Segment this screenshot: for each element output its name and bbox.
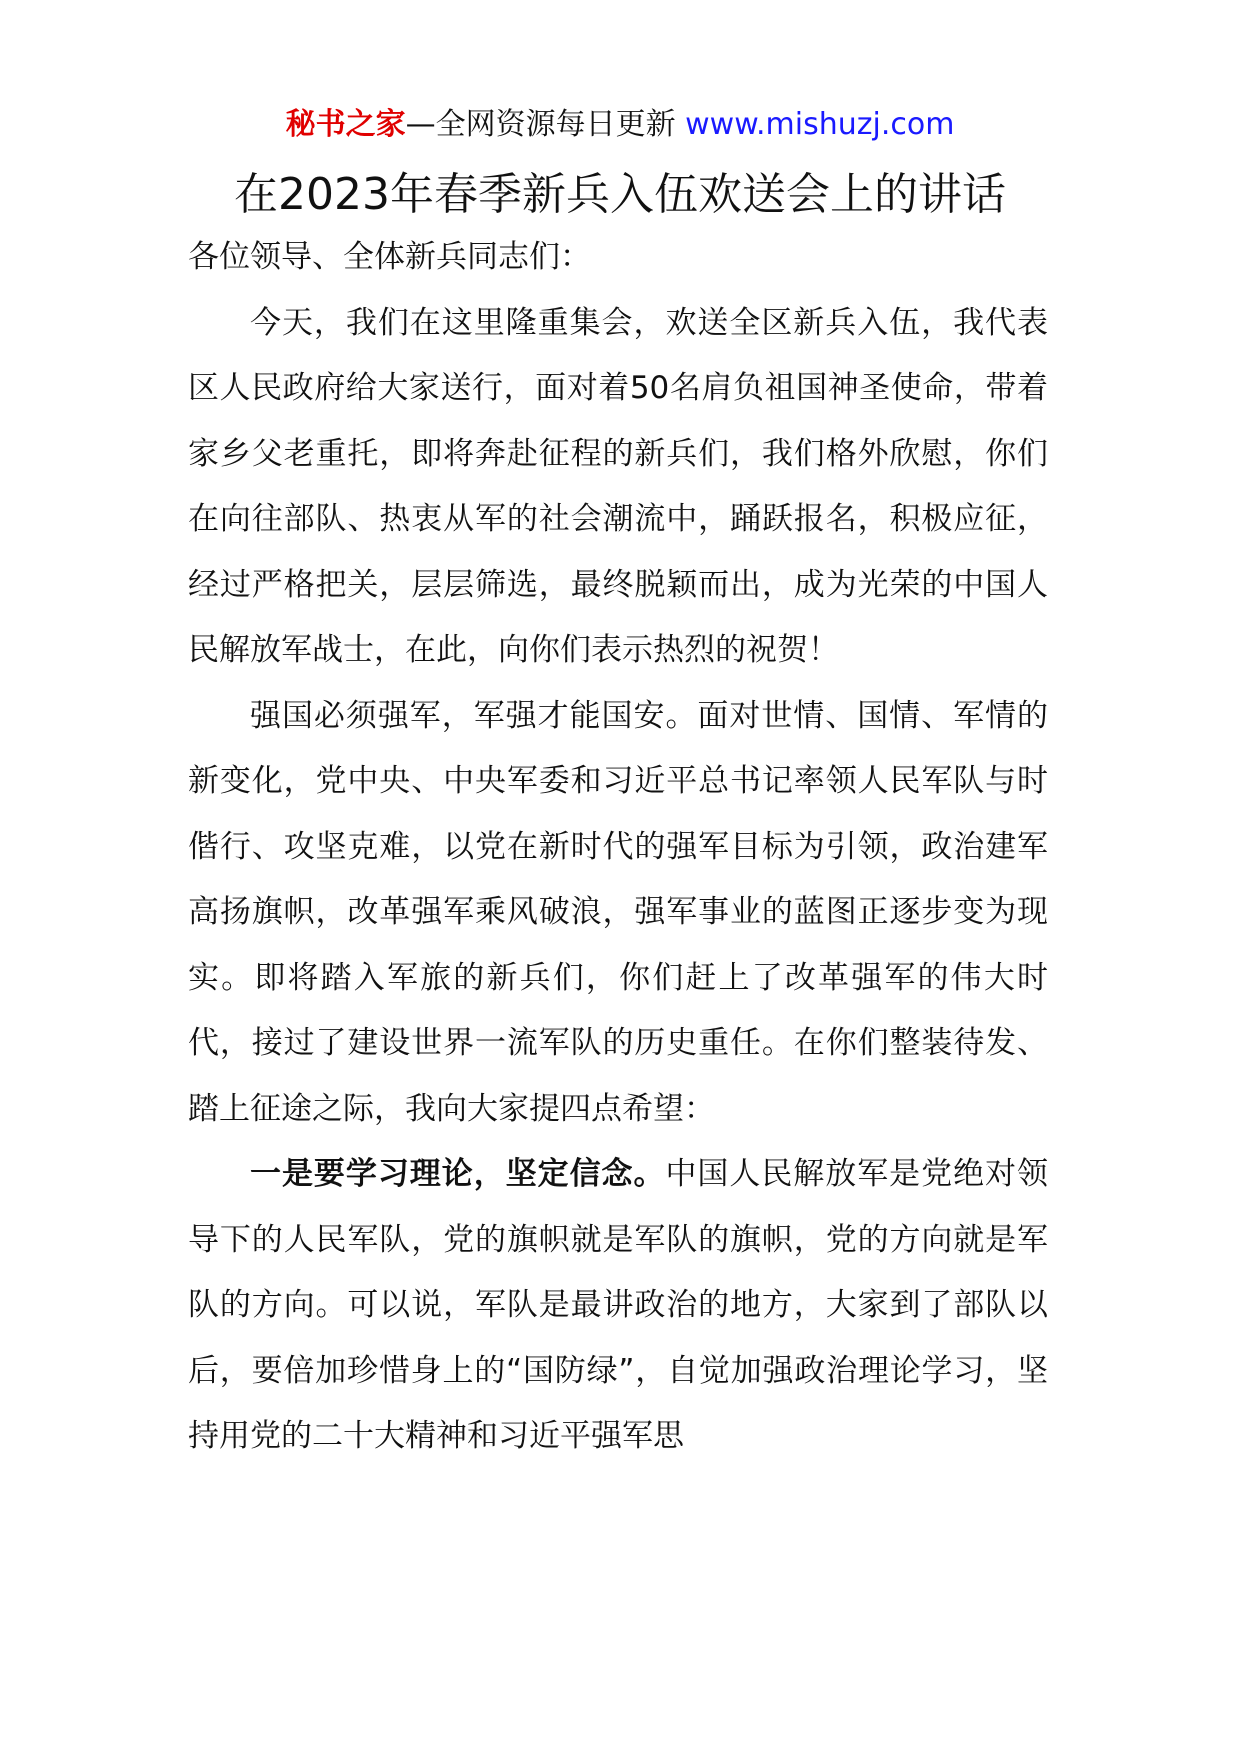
site-header — [0, 100, 1240, 150]
document-body — [188, 225, 1048, 1470]
document-title: 在2023年春季新兵入伍欢送会上的讲话 — [234, 169, 1006, 220]
site-url-link[interactable]: www.mishuzj.com — [685, 107, 955, 142]
point-1-heading: 一是要学习理论，坚定信念。 — [250, 1156, 666, 1192]
site-brand: 秘书之家 — [285, 107, 406, 142]
site-slogan: —全网资源每日更新 — [405, 107, 686, 142]
salutation: 各位领导、全体新兵同志们： — [188, 239, 591, 275]
paragraph-3 — [188, 1142, 1048, 1470]
paragraph-2: 强国必须强军，军强才能国安。面对世情、国情、军情的新变化，党中央、中央军委和习近平总书记率领人民军队与时偕行、攻坚克难，以党在新时代的强军目标为引领，政治建军高扬旗帜，改革强军乘风破浪，强军事业的蓝图正逐步变为现实。即将踏入军旅的新兵们，你们赶上了改革强军的伟大时代，接过了建设世界一流军队的历史重任。在你们整装待发、踏上征途之际，我向大家提四点希望： — [188, 697, 1048, 1127]
paragraph-1: 今天，我们在这里隆重集会，欢送全区新兵入伍，我代表区人民政府给大家送行，面对着50名肩负祖国神圣使命，带着家乡父老重托，即将奔赴征程的新兵们，我们格外欣慰，你们在向往部队、热衷从军的社会潮流中，踊跃报名，积极应征，经过严格把关，层层筛选，最终脱颖而出，成为光荣的中国人民解放军战士，在此，向你们表示热烈的祝贺！ — [188, 304, 1048, 668]
point-1-text: 中国人民解放军是党绝对领导下的人民军队，党的旗帜就是军队的旗帜，党的方向就是军队的方向。可以说，军队是最讲政治的地方，大家到了部队以后，要倍加珍惜身上的“国防绿”，自觉加强政治理论学习，坚持用党的二十大精神和习近平强军思 — [188, 1156, 1049, 1454]
